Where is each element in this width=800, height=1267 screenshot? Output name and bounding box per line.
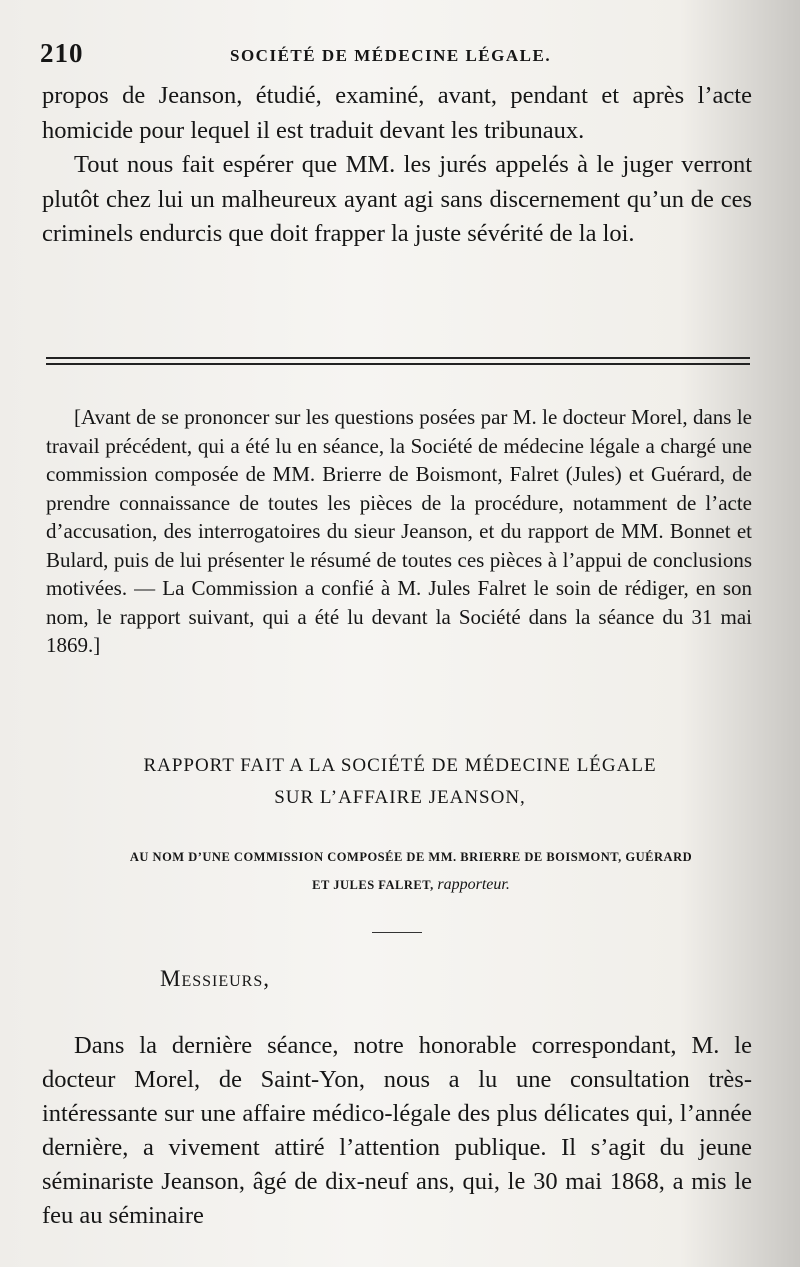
commission-line-2 — [58, 871, 764, 899]
short-divider — [372, 932, 422, 933]
report-title — [0, 750, 800, 814]
body-text-bottom — [42, 1029, 752, 1233]
salutation: Messieurs, — [160, 966, 270, 991]
page-number: 210 — [40, 38, 84, 68]
editorial-note — [46, 403, 752, 660]
editorial-note-text: [Avant de se prononcer sur les questions posées par M. le docteur Morel, dans le travail précédent, qui a été lu en séance, la Société de médecine légale a chargé une commission composée de MM. Brierre de Boismont, Falret (Jules) et Guérard, de prendre connaissance de toutes les pièces de la procédure, notamment de l’acte d’accusation, des interrogatoires du sieur Jeanson, et du rapport de MM. Bonnet et Bulard, puis de lui présenter le résumé de toutes ces pièces à l’appui de conclusions motivées. — La Commission a confié à M. Jules Falret le soin de rédiger, en son nom, le rapport suivant, qui a été lu devant la Société dans la séance du 31 mai 1869.] — [46, 405, 752, 657]
running-head: SOCIÉTÉ DE MÉDECINE LÉGALE. — [230, 46, 552, 65]
page-header — [0, 38, 800, 70]
report-title-line-2: SUR L’AFFAIRE JEANSON, — [274, 787, 526, 808]
commission-line-2-prefix: ET JULES FALRET, — [312, 878, 434, 892]
commission-line-1: AU NOM D’UNE COMMISSION COMPOSÉE DE MM. BRIERRE DE BOISMONT, GUÉRARD — [129, 850, 693, 864]
report-title-line-1: RAPPORT FAIT A LA SOCIÉTÉ DE MÉDECINE LÉGALE — [143, 755, 657, 776]
body-text-top — [42, 79, 752, 252]
paragraph-report-opening: Dans la dernière séance, notre honorable correspondant, M. le docteur Morel, de Saint-Yon, nous a lu une consultation très-intéressante sur une affaire médico-légale des plus délicates qui, l’année dernière, a vivement attiré l’attention publique. Il s’agit du jeune séminariste Jeanson, âgé de dix-neuf ans, qui, le 30 mai 1868, a mis le feu au séminaire — [42, 1032, 752, 1229]
rapporteur-label: rapporteur. — [437, 876, 510, 893]
paragraph-continued: propos de Jeanson, étudié, examiné, avant, pendant et après l’acte homicide pour lequel il est traduit devant les tribunaux. — [42, 82, 752, 144]
paragraph-conclusion: Tout nous fait espérer que MM. les jurés appelés à le juger verront plutôt chez lui un malheureux ayant agi sans discernement qu’un de ces criminels endurcis que doit frapper la juste sévérité de la loi. — [42, 151, 752, 247]
commission-byline — [58, 843, 764, 899]
section-divider — [46, 357, 750, 365]
